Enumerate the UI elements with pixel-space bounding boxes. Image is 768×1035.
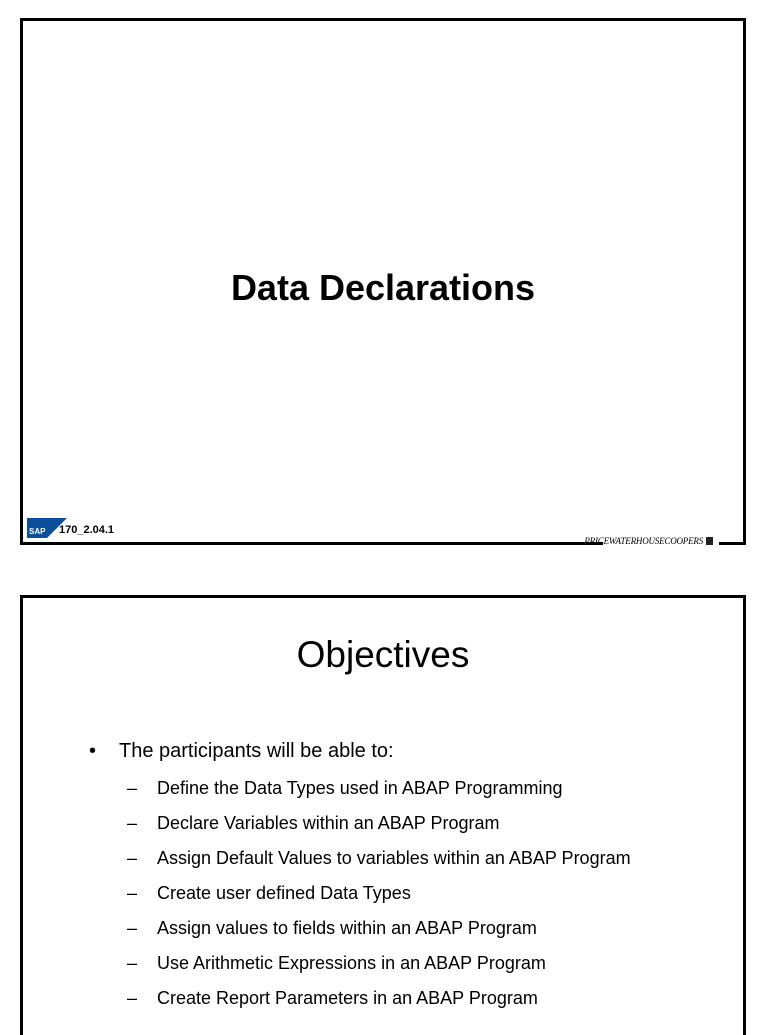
pwc-mark-icon (706, 537, 713, 545)
title-slide (20, 18, 746, 545)
bullet-icon: • (89, 740, 97, 762)
bullet-text: The participants will be able to: (119, 740, 394, 762)
objectives-slide (20, 595, 746, 1035)
dash-icon: – (127, 883, 138, 903)
list-item (127, 848, 631, 883)
list-item-text: Declare Variables within an ABAP Program (157, 813, 500, 833)
list-item (127, 953, 631, 988)
list-item-text: Create Report Parameters in an ABAP Program (157, 988, 538, 1008)
objectives-list (127, 778, 631, 1023)
list-item-text: Assign Default Values to variables within an ABAP Program (157, 848, 631, 868)
dash-icon: – (127, 953, 138, 973)
list-item (127, 988, 631, 1023)
bullet-item (89, 740, 394, 763)
slide-title: Objectives (296, 634, 470, 675)
list-item-text: Define the Data Types used in ABAP Programming (157, 778, 563, 798)
dash-icon: – (127, 813, 138, 833)
dash-icon: – (127, 778, 138, 798)
list-item-text: Assign values to fields within an ABAP Program (157, 918, 537, 938)
list-item (127, 813, 631, 848)
list-item (127, 778, 631, 813)
dash-icon: – (127, 848, 138, 868)
list-item (127, 918, 631, 953)
pwc-logo (584, 536, 713, 546)
pwc-logo-text: PRICEWATERHOUSECOOPERS (584, 536, 703, 546)
list-item-text: Use Arithmetic Expressions in an ABAP Program (157, 953, 546, 973)
list-item (127, 883, 631, 918)
slide-code: 170_2.04.1 (59, 524, 115, 536)
sap-logo-text: SAP (29, 527, 46, 536)
dash-icon: – (127, 988, 138, 1008)
dash-icon: – (127, 918, 138, 938)
list-item-text: Create user defined Data Types (157, 883, 411, 903)
slide-title: Data Declarations (230, 267, 536, 308)
